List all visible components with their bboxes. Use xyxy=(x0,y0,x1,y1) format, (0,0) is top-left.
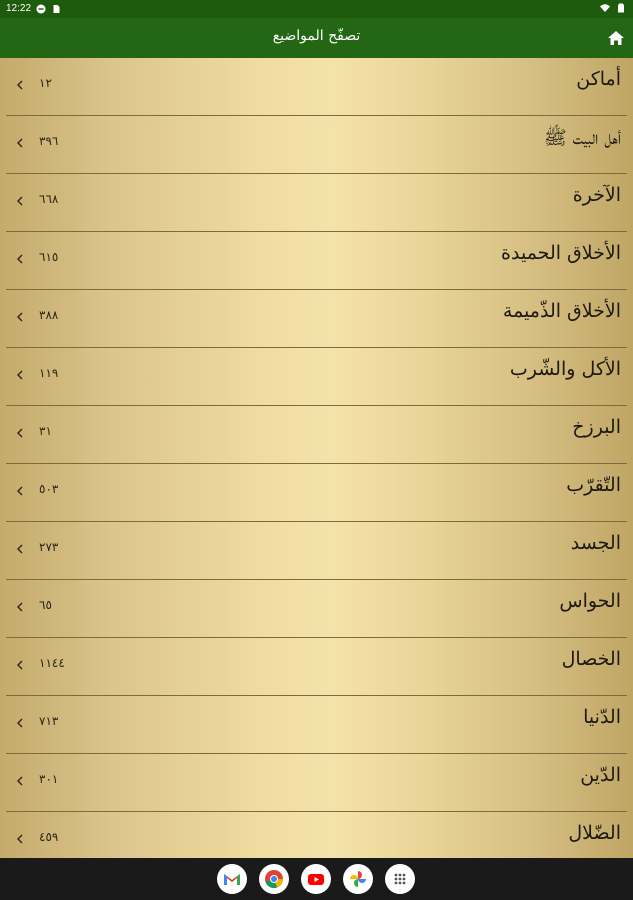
topic-label: الجسد xyxy=(570,532,621,554)
topic-row[interactable] xyxy=(6,348,627,406)
chevron-left-icon xyxy=(16,601,24,613)
topic-label: الدّين xyxy=(580,764,621,786)
chevron-left-icon xyxy=(16,253,24,265)
topic-label: أماكن xyxy=(576,68,621,90)
chevron-left-icon xyxy=(16,717,24,729)
topic-row[interactable] xyxy=(6,174,627,232)
chevron-left-icon xyxy=(16,311,24,323)
youtube-icon[interactable] xyxy=(301,864,331,894)
topic-label: الآخرة xyxy=(572,184,621,206)
topic-row[interactable] xyxy=(6,116,627,174)
topic-count: ٢٧٣ xyxy=(39,540,59,554)
topic-row[interactable] xyxy=(6,754,627,812)
gmail-icon[interactable] xyxy=(217,864,247,894)
chevron-left-icon xyxy=(16,427,24,439)
app-drawer-icon[interactable] xyxy=(385,864,415,894)
topic-count: ٧١٣ xyxy=(39,714,59,728)
topic-count: ٦١٥ xyxy=(39,250,59,264)
topic-list xyxy=(0,58,633,858)
dnd-icon xyxy=(36,4,46,14)
topic-row[interactable] xyxy=(6,464,627,522)
topic-row[interactable] xyxy=(6,696,627,754)
topic-label: الحواس xyxy=(559,590,621,612)
topic-count: ١١٤٤ xyxy=(39,656,65,670)
status-time: 12:22 xyxy=(6,3,32,14)
topic-row[interactable] xyxy=(6,232,627,290)
topic-row[interactable] xyxy=(6,290,627,348)
chevron-left-icon xyxy=(16,775,24,787)
chevron-left-icon xyxy=(16,195,24,207)
topic-count: ٣٨٨ xyxy=(39,308,59,322)
home-icon[interactable] xyxy=(607,29,625,47)
topic-row[interactable] xyxy=(6,638,627,696)
photos-icon[interactable] xyxy=(343,864,373,894)
topic-label: الأخلاق الذّميمة xyxy=(502,300,621,322)
chevron-left-icon xyxy=(16,369,24,381)
chevron-left-icon xyxy=(16,485,24,497)
chrome-icon[interactable] xyxy=(259,864,289,894)
topic-row[interactable] xyxy=(6,58,627,116)
app-bar xyxy=(0,18,633,58)
chevron-left-icon xyxy=(16,833,24,845)
topic-label: الضّلال xyxy=(568,822,621,844)
topic-row[interactable] xyxy=(6,580,627,638)
topic-count: ٣٠١ xyxy=(39,772,59,786)
topic-row[interactable] xyxy=(6,522,627,580)
topic-label: الأخلاق الحميدة xyxy=(501,242,621,264)
topic-label: الخصال xyxy=(561,648,621,670)
app-dock xyxy=(217,864,415,894)
topic-label: أهل البيت ﷺ xyxy=(543,127,621,149)
topic-count: ٤٥٩ xyxy=(39,830,59,844)
topic-count: ٦٦٨ xyxy=(39,192,59,206)
topic-label: التّقرّب xyxy=(566,474,621,496)
battery-icon xyxy=(616,3,626,13)
chevron-left-icon xyxy=(16,79,24,91)
topic-row[interactable] xyxy=(6,812,627,858)
sim-card-icon xyxy=(51,4,61,14)
page-title: تصفّح المواضيع xyxy=(272,28,361,44)
topic-count: ١٢ xyxy=(39,76,52,90)
topic-row[interactable] xyxy=(6,406,627,464)
chevron-left-icon xyxy=(16,137,24,149)
topic-count: ٥٠٣ xyxy=(39,482,59,496)
chevron-left-icon xyxy=(16,659,24,671)
topic-count: ٦٥ xyxy=(39,598,52,612)
chevron-left-icon xyxy=(16,543,24,555)
topic-count: ٣٩٦ xyxy=(39,134,59,148)
topic-label: الدّنيا xyxy=(583,706,621,728)
topic-count: ٣١ xyxy=(39,424,52,438)
topic-count: ١١٩ xyxy=(39,366,59,380)
navigation-bar xyxy=(0,858,633,900)
topic-label: البرزخ xyxy=(572,416,621,438)
topic-label: الأكل والشّرب xyxy=(509,358,621,380)
status-bar xyxy=(0,0,633,18)
wifi-icon xyxy=(600,3,610,13)
